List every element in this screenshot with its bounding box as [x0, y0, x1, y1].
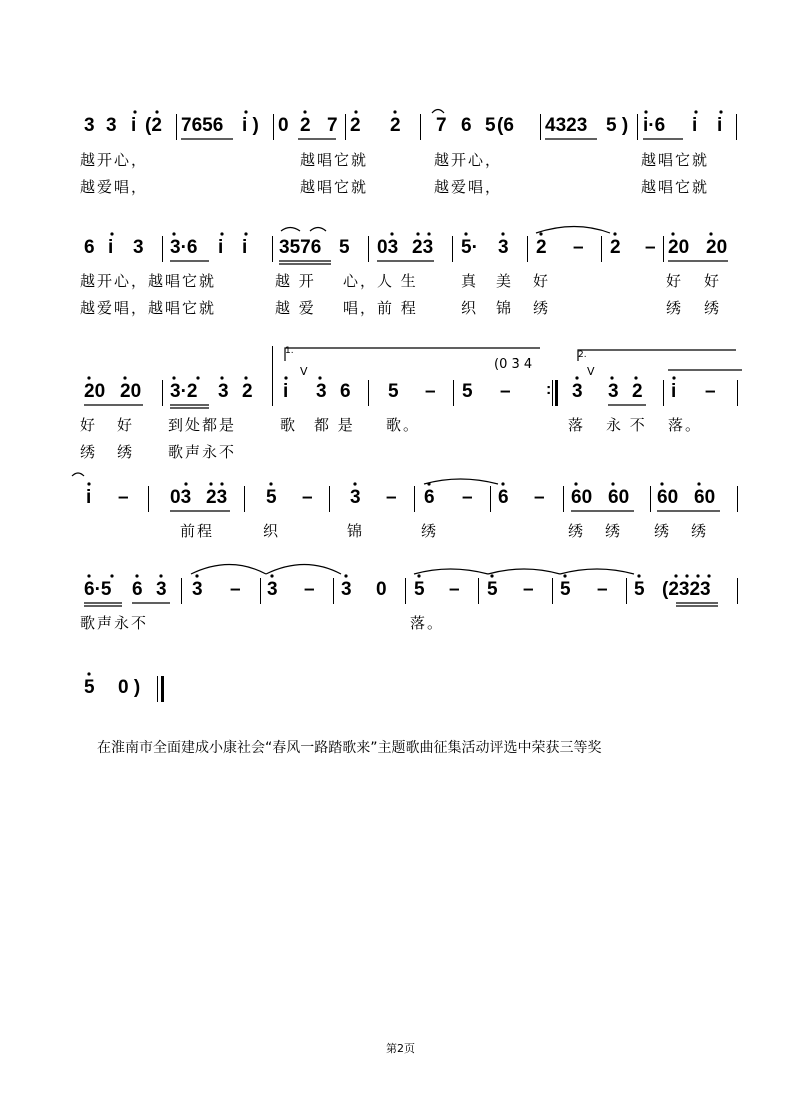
volta-2-label: 2.	[578, 350, 587, 360]
volta-1-label: 1.	[285, 346, 294, 356]
breath-mark: V	[300, 365, 308, 378]
breath-mark-2: V	[587, 365, 595, 378]
pickup-notes: (0 3̇ 4̇	[494, 357, 533, 372]
page-number: 第2页	[386, 1042, 415, 1055]
award-note: 在淮南市全面建成小康社会“春风一路踏歌来”主题歌曲征集活动评选中荣获三等奖	[97, 740, 602, 756]
